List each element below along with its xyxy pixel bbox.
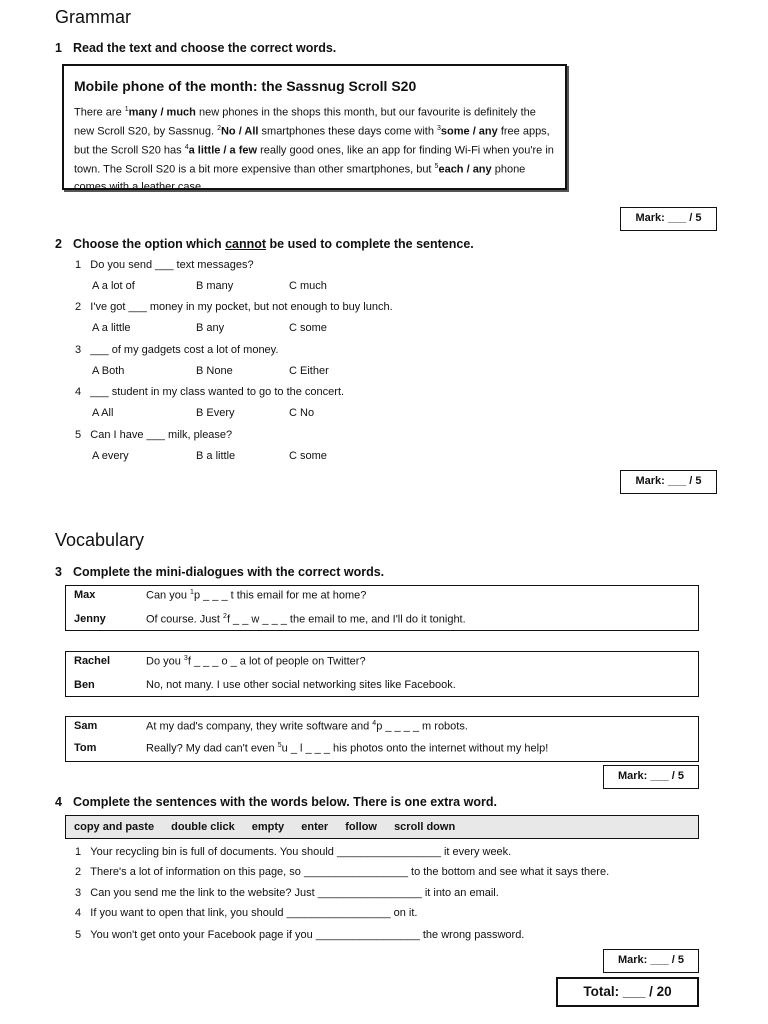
article-box [62,64,567,193]
option-c[interactable]: C much [289,280,327,292]
speaker: Max [74,589,96,601]
line-text: No, not many. I use other social networking sites like Facebook. [146,679,456,691]
q4-number: 4 [55,795,62,809]
word-option: enter [301,821,329,833]
option-a[interactable]: A a little [92,322,131,334]
word-option: scroll down [394,821,456,833]
q2-instruction-post: be used to complete the sentence. [266,237,474,251]
q1-mark[interactable]: Mark: ___ / 5 [620,207,717,231]
dialogue-box [65,585,699,631]
text-part: smartphones these days come with [258,125,437,138]
vocabulary-heading: Vocabulary [55,530,145,550]
q4-item[interactable] [75,907,418,919]
item-number: 1 [75,259,82,271]
article-title: Mobile phone of the month: the Sassnug Scroll S20 [74,78,417,94]
line-text: Do you [146,655,184,668]
item-number: 5 [75,929,82,941]
q2-item [75,301,393,313]
gap-number: 3 [437,125,441,133]
item-text: Can you send me the link to the website? Just _________________ it into an email. [90,887,499,899]
dialogue-line [146,679,456,691]
q2-instruction-pre: Choose the option which [73,237,226,251]
line-text: Can you [146,589,191,602]
item-number: 4 [75,907,82,919]
q4-item[interactable] [75,846,511,858]
dialogue-line [146,720,468,733]
gap-number: 2 [217,125,221,133]
line-text: At my dad's company, they write software and [146,720,373,733]
text-part: really good ones, like an app for finding Wi-Fi when you're in town. The Scroll S20 is a bit more expensive than other smartphones, but [74,144,554,177]
item-text: ___ student in my class wanted to go to the concert. [90,386,345,398]
option-a[interactable]: A Both [92,365,125,377]
text-part: new phones in the shops this month, but our favourite is definitely the new Scroll S20, by Sassnug. [74,106,536,138]
q2-item [75,344,278,356]
q1-number: 1 [55,41,62,55]
item-number: 1 [75,846,82,858]
total-score[interactable]: Total: ___ / 20 [556,977,699,1007]
gap-text[interactable]: f _ _ _ o _ a lot of people on Twitter? [187,655,366,668]
option-c[interactable]: C Either [289,365,329,377]
gap-number: 3 [183,655,188,662]
q3-mark[interactable]: Mark: ___ / 5 [603,765,699,789]
choice-4[interactable]: a little / a few [188,144,258,157]
word-box [65,815,699,839]
option-c[interactable]: C some [289,322,327,334]
q2-instruction [55,237,474,251]
gap-number: 4 [184,144,189,152]
dialogue-line [146,589,366,602]
q2-item [75,259,254,271]
q2-instruction-underline: cannot [225,237,267,251]
line-text: Really? My dad can't even [146,742,278,755]
item-text: There's a lot of information on this page, so _________________ to the bottom and see what it says there. [90,866,610,878]
item-text: Your recycling bin is full of documents. You should _________________ it every week. [90,846,512,858]
q4-item[interactable] [75,887,499,899]
option-b[interactable]: B many [196,280,234,292]
q4-item[interactable] [75,929,524,941]
word-option: empty [251,821,285,833]
item-text: If you want to open that link, you should _________________ on it. [90,907,418,919]
gap-text[interactable]: f _ _ w _ _ _ the email to me, and I'll do it tonight. [226,613,466,626]
q1-instruction [55,41,336,55]
word-option: double click [171,821,235,833]
gap-number: 1 [190,589,194,596]
option-c[interactable]: C No [289,407,315,419]
option-b[interactable]: B any [196,322,225,334]
text-part: free apps, but the Scroll S20 has [74,125,550,157]
word-option: follow [345,821,377,833]
article-text [74,102,555,195]
item-text: Do you send ___ text messages? [90,259,254,271]
speaker: Ben [74,679,95,691]
q4-instruction [55,795,497,809]
choice-1[interactable]: many / much [128,106,196,119]
item-number: 2 [75,301,82,313]
q2-number: 2 [55,237,62,251]
gap-number: 5 [434,163,439,171]
option-a[interactable]: A every [92,450,129,462]
choice-5[interactable]: each / any [438,164,492,177]
q4-instruction-text: Complete the sentences with the words below. There is one extra word. [73,795,497,809]
gap-text[interactable]: p _ _ _ t this email for me at home? [193,589,367,602]
option-b[interactable]: B a little [196,450,236,462]
item-number: 3 [75,344,82,356]
q3-number: 3 [55,565,62,579]
dialogue-box [65,716,699,762]
item-number: 3 [75,887,82,899]
choice-3[interactable]: some / any [440,125,498,138]
option-c[interactable]: C some [289,450,327,462]
speaker: Tom [74,742,97,754]
q1-instruction-text: Read the text and choose the correct words. [73,41,337,55]
option-a[interactable]: A a lot of [92,280,135,292]
option-b[interactable]: B None [196,365,233,377]
q2-item [75,429,232,441]
dialogue-line [146,655,366,668]
q4-item[interactable] [75,866,609,878]
item-text: ___ of my gadgets cost a lot of money. [90,344,279,356]
q2-item [75,386,344,398]
option-a[interactable]: A All [92,407,114,419]
speaker: Jenny [74,613,106,625]
gap-number: 2 [223,613,227,620]
q2-mark[interactable]: Mark: ___ / 5 [620,470,717,494]
gap-number: 4 [372,720,377,727]
q4-mark[interactable]: Mark: ___ / 5 [603,949,699,973]
q3-instruction-text: Complete the mini-dialogues with the correct words. [73,565,385,579]
gap-number: 1 [124,106,129,113]
dialogue-box [65,651,699,697]
q3-instruction [55,565,384,579]
item-number: 4 [75,386,82,398]
gap-text[interactable]: p _ _ _ _ m robots. [376,720,468,733]
gap-number: 5 [277,742,282,749]
dialogue-line [146,742,548,755]
speaker: Sam [74,720,98,732]
dialogue-line [146,613,466,626]
text-part: phone comes with a leather case. [74,164,526,193]
line-text: Of course. Just [146,613,224,626]
text-part: There are [74,106,125,119]
item-number: 5 [75,429,82,441]
word-option: copy and paste [74,821,155,833]
speaker: Rachel [74,655,111,667]
item-text: I've got ___ money in my pocket, but not enough to buy lunch. [90,301,393,313]
grammar-heading: Grammar [55,7,131,27]
item-text: You won't get onto your Facebook page if you _________________ the wrong password. [90,929,525,941]
item-text: Can I have ___ milk, please? [90,429,233,441]
option-b[interactable]: B Every [196,407,235,419]
choice-2[interactable]: No / All [220,125,259,138]
item-number: 2 [75,866,82,878]
gap-text[interactable]: u _ l _ _ _ his photos onto the internet without my help! [281,742,549,755]
